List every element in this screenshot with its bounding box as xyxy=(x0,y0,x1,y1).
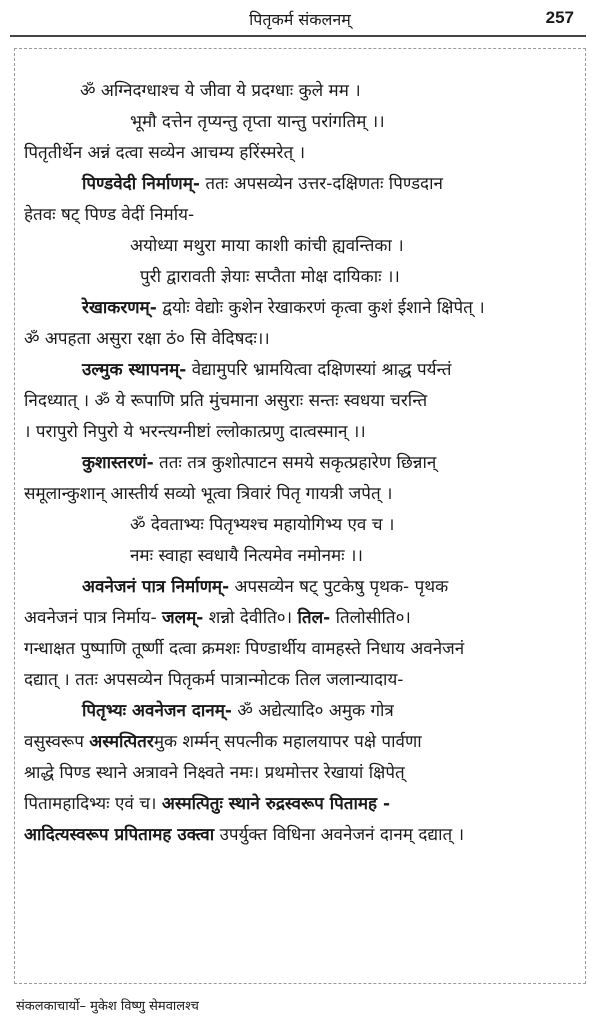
section-line-rekhakaranam xyxy=(18,293,584,324)
verse-line: नमः स्वाहा स्वधायै नित्यमेव नमोनमः ।। xyxy=(130,546,363,566)
text-run: मुक शर्म्मन् सपत्नीक महालयापर पक्षे पार्वणा xyxy=(153,732,422,752)
paragraph-line: गन्धाक्षत पुष्पाणि तूर्ष्णी दत्वा क्रमशः पिण्डार्थीय वामहस्ते निधाय अवनेजनं xyxy=(24,639,465,659)
section-text: ततः तत्र कुशोत्पाटन समये सकृत्प्रहारेण छिन्नान् xyxy=(153,453,437,473)
inline-heading-til: तिल- xyxy=(297,608,331,628)
verse-line: ॐ देवताभ्यः पितृभ्यश्च महायोगिभ्य एव च । xyxy=(130,515,395,535)
paragraph-line: समूलान्कुशान् आस्तीर्य सव्यो भूत्वा त्रिवारं पितृ गायत्री जपेत् । xyxy=(24,484,393,504)
page-footer: संकलकाचार्यो– मुकेश विष्णु सेमवालश्च xyxy=(16,999,199,1014)
text-run: शन्नो देवीति०। xyxy=(203,608,298,628)
inline-emphasis: अस्मत्पितर xyxy=(89,732,154,752)
paragraph-line xyxy=(18,820,584,851)
section-heading: उल्मुक स्थापनम्- xyxy=(82,360,187,380)
paragraph-line: पितृतीर्थेन अन्नं दत्वा सव्येन आचम्य हरिंस्मरेत् । xyxy=(24,143,306,163)
verse-line: अयोध्या मथुरा माया काशी कांची ह्यवन्तिका । xyxy=(130,236,404,256)
paragraph-line: हेतवः षट् पिण्ड वेदीं निर्माय- xyxy=(24,205,195,225)
paragraph-line: । परापुरो निपुरो ये भरन्त्यग्नीष्टां ल्लोकात्प्रणु दात्वस्मान् ।। xyxy=(24,422,366,442)
inline-emphasis: आदित्यस्वरूप प्रपितामह उक्त्वा xyxy=(24,825,215,845)
text-run: उपर्युक्त विधिना अवनेजनं दानम् दद्यात् । xyxy=(214,825,465,845)
page-header xyxy=(0,0,600,38)
section-heading: पिण्डवेदी निर्माणम्- xyxy=(82,174,200,194)
text-run: अवनेजनं पात्र निर्माय- xyxy=(24,608,162,628)
section-text: ॐ अद्येत्यादि० अमुक गोत्र xyxy=(231,701,394,721)
paragraph-line: दद्यात् । ततः अपसव्येन पितृकर्म पात्रान्मोटक तिल जलान्यादाय- xyxy=(24,670,404,690)
paragraph-line: श्राद्धे पिण्ड स्थाने अत्रावने निक्ष्वते नमः। प्रथमोत्तर रेखायां क्षिपेत् xyxy=(24,763,405,783)
verse-line: पुरी द्वारावती ज्ञेयाः सप्तैता मोक्ष दायिकाः ।। xyxy=(140,267,400,287)
text-run: पितामहादिभ्यः एवं च। xyxy=(24,794,162,814)
section-heading: पितृभ्यः अवनेजन दानम्- xyxy=(82,701,232,721)
inline-heading-jalam: जलम्- xyxy=(161,608,204,628)
paragraph-line xyxy=(18,789,584,820)
running-title: पितृकर्म संकलनम् xyxy=(249,10,351,29)
text-run: वसुस्वरूप xyxy=(24,732,90,752)
paragraph-line xyxy=(18,603,584,634)
section-line-kushastaranam xyxy=(18,448,584,479)
section-line-pitribhyah xyxy=(18,696,584,727)
section-text: वेद्यामुपरि भ्रामयित्वा दक्षिणस्यां श्राद्ध पर्यन्तं xyxy=(186,360,452,380)
section-text: अपसव्येन षट् पुटकेषु पृथक- पृथक xyxy=(229,577,449,597)
section-text: द्वयोः वेद्योः कुशेन रेखाकरणं कृत्वा कुशं ईशाने क्षिपेत् । xyxy=(156,298,485,318)
paragraph-line: ॐ अपहता असुरा रक्षा ठं० सि वेदिषदः।। xyxy=(24,329,270,349)
section-heading: रेखाकरणम्- xyxy=(82,298,157,318)
section-heading: कुशास्तरणं- xyxy=(82,453,154,473)
page-body xyxy=(18,76,584,966)
verse-line: भूमौ दत्तेन तृप्यन्तु तृप्ता यान्तु परांगतिम् ।। xyxy=(130,112,385,132)
header-rule xyxy=(10,35,586,37)
page-number: 257 xyxy=(545,8,574,27)
text-run: तिलोसीति०। xyxy=(330,608,411,628)
verse-line: ॐ अग्निदग्धाश्च ये जीवा ये प्रदग्धाः कुले मम । xyxy=(80,81,361,101)
section-line-avanejanam xyxy=(18,572,584,603)
paragraph-line: निदध्यात् । ॐ ये रूपाणि प्रति मुंचमाना असुराः सन्तः स्वधया चरन्ति xyxy=(24,391,428,411)
section-line-ulmuk xyxy=(18,355,584,386)
paragraph-line xyxy=(18,727,584,758)
section-text: ततः अपसव्येन उत्तर-दक्षिणतः पिण्डदान xyxy=(199,174,443,194)
section-heading: अवनेजनं पात्र निर्माणम्- xyxy=(82,577,230,597)
section-line-pindavedi xyxy=(18,169,584,200)
inline-emphasis: अस्मत्पितुः स्थाने रुद्रस्वरूप पितामह - xyxy=(161,794,391,814)
